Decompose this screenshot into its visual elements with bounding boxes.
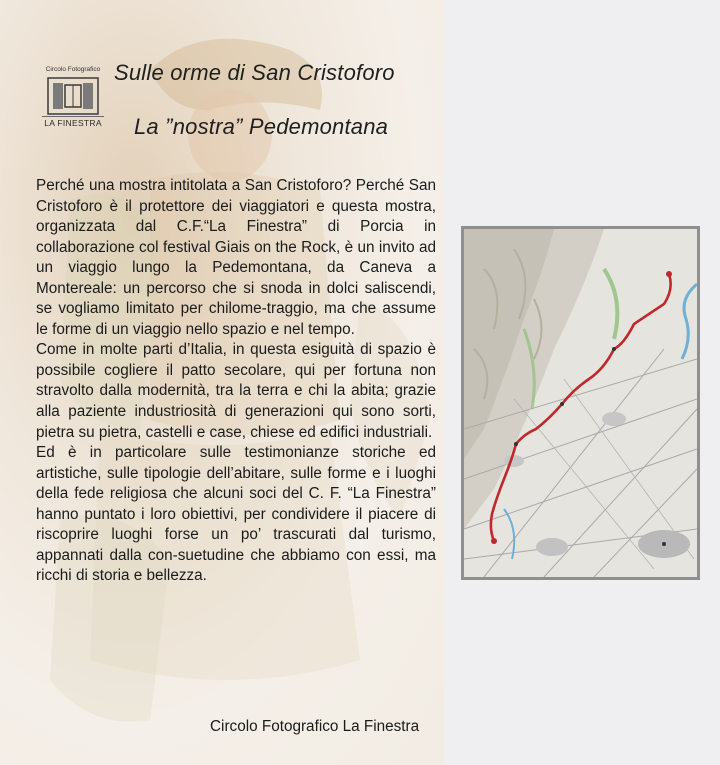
body-paragraph-3: Ed è in particolare sulle testimonianze storiche ed artistiche, sulle tipologie dell’abitare, sulle forme e i luoghi della fede religiosa che alcuni soci del C. F. “La Finestra” hanno puntato i loro obiettivi, per condividere il piacere di riscoprire luoghi forse un po’ trascurati dal turismo, appannati dalla con-suetudine che abbiamo con essi, ma ricchi di storia e bellezza.: [36, 444, 436, 585]
logo-bottom-text: LA FINESTRA: [42, 116, 104, 128]
poster-title: Sulle orme di San Cristoforo: [114, 60, 395, 85]
club-logo: [41, 66, 105, 128]
window-logo-icon: [47, 77, 99, 115]
pedemontana-map-icon: [464, 229, 697, 577]
poster-body: [36, 176, 436, 587]
route-map-image: [464, 229, 697, 577]
body-paragraph-1: Perché una mostra intitolata a San Cristoforo? Perché San Cristoforo è il protettore dei viaggiatori e questa mostra, organizzata dal C.F.“La Finestra” di Porcia in collaborazione col festival Giais on the Rock, è un invito ad un viaggio lungo la Pedemontana, da Caneva a Montereale: un percorso che si snoda in dolci saliscendi, se vogliamo limitato per chilome-traggio, ma che assume le forme di un viaggio nello spazio e nel tempo.: [36, 177, 436, 338]
poster-subtitle: La ”nostra” Pedemontana: [134, 114, 389, 139]
signature: Circolo Fotografico La Finestra: [210, 718, 420, 735]
logo-top-text: Circolo Fotografico: [45, 66, 101, 73]
route-map: [461, 226, 700, 580]
body-paragraph-2: Come in molte parti d’Italia, in questa esiguità di spazio è possibile cogliere il patto secolare, qui per fortuna non stravolto dalla modernità, tra la terra e chi la abita; grazie alla paziente industriosità di generazioni qui sono sorti, pietra su pietra, castelli e case, chiese ed edifici industriali.: [36, 341, 436, 441]
